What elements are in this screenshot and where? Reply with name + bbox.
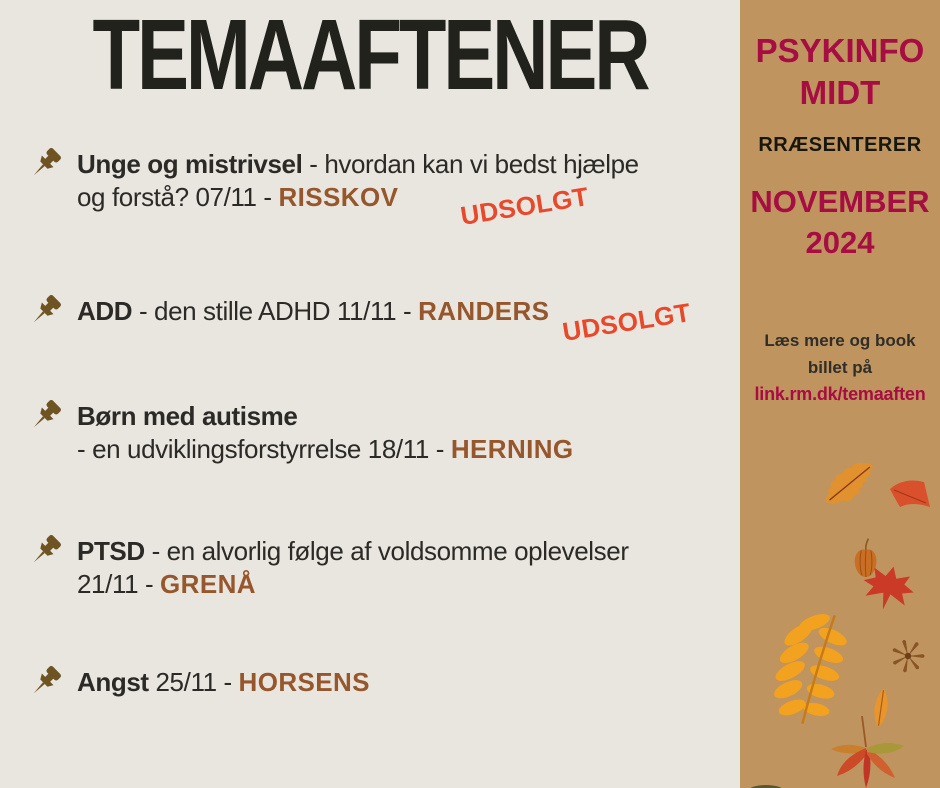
red-leaf-image bbox=[890, 477, 940, 511]
creeper-leaf-image bbox=[826, 716, 910, 788]
event-desc: - en alvorlig følge af voldsomme oplevelser bbox=[144, 536, 629, 566]
event-city: HORSENS bbox=[238, 667, 370, 697]
event-desc-line2: 21/11 - bbox=[77, 569, 161, 599]
org-name-line2: MIDT bbox=[799, 74, 881, 111]
oak-leaf-image bbox=[816, 455, 884, 510]
orange-leaflet-image bbox=[867, 685, 895, 732]
physalis-lantern-image bbox=[850, 536, 882, 582]
pushpin-icon bbox=[26, 663, 64, 701]
leaf-stem-image bbox=[746, 779, 786, 788]
event-city: GRENÅ bbox=[160, 569, 256, 599]
booking-link: link.rm.dk/temaaften bbox=[754, 384, 926, 404]
event-desc-line2: og forstå? 07/11 - bbox=[77, 182, 279, 212]
cta-text bbox=[740, 327, 940, 381]
star-anise-image bbox=[889, 637, 927, 675]
rowan-leaf-image bbox=[772, 612, 858, 726]
event-text bbox=[77, 295, 694, 347]
year-label: 2024 bbox=[805, 225, 875, 260]
event-item-unge-og-mistrivsel bbox=[26, 148, 639, 231]
presents-label: RRÆSENTERER bbox=[758, 134, 922, 156]
event-item-ptsd bbox=[26, 535, 629, 601]
event-name: Angst bbox=[77, 667, 149, 697]
event-text bbox=[77, 666, 370, 699]
cta-line2: billet på bbox=[807, 358, 873, 377]
month-label: NOVEMBER bbox=[750, 184, 930, 219]
event-city: RANDERS bbox=[418, 296, 550, 326]
poster-title: TEMAAFTENER bbox=[92, 0, 648, 111]
sold-out-badge: UDSOLGT bbox=[560, 297, 694, 347]
event-name: ADD bbox=[77, 296, 133, 326]
pushpin-icon bbox=[26, 532, 64, 570]
event-name: Børn med autisme bbox=[77, 401, 298, 431]
month-year bbox=[740, 181, 940, 263]
event-desc: 25/11 - bbox=[148, 667, 239, 697]
org-name-line1: PSYKINFO bbox=[755, 32, 925, 69]
sold-out-badge: UDSOLGT bbox=[458, 181, 592, 231]
event-item-boern-med-autisme bbox=[26, 400, 574, 466]
event-text bbox=[77, 535, 629, 601]
org-name bbox=[740, 30, 940, 114]
pushpin-icon bbox=[26, 145, 64, 183]
event-text bbox=[77, 400, 574, 466]
event-city: RISSKOV bbox=[278, 182, 399, 212]
event-name: PTSD bbox=[77, 536, 145, 566]
cta-line1: Læs mere og book bbox=[764, 331, 916, 350]
event-item-angst bbox=[26, 666, 370, 701]
pushpin-icon bbox=[26, 397, 64, 435]
event-desc-line2: - en udviklingsforstyrrelse 18/11 - bbox=[77, 434, 451, 464]
event-name: Unge og mistrivsel bbox=[77, 149, 303, 179]
pushpin-icon bbox=[26, 292, 64, 330]
event-desc: - den stille ADHD 11/11 - bbox=[132, 296, 419, 326]
event-desc: - hvordan kan vi bedst hjælpe bbox=[302, 149, 639, 179]
sidebar bbox=[740, 0, 940, 788]
title-wrap bbox=[0, 0, 740, 111]
event-item-add bbox=[26, 295, 694, 347]
maple-leaf-image bbox=[851, 559, 924, 619]
event-text bbox=[77, 148, 639, 231]
event-city: HERNING bbox=[450, 434, 574, 464]
